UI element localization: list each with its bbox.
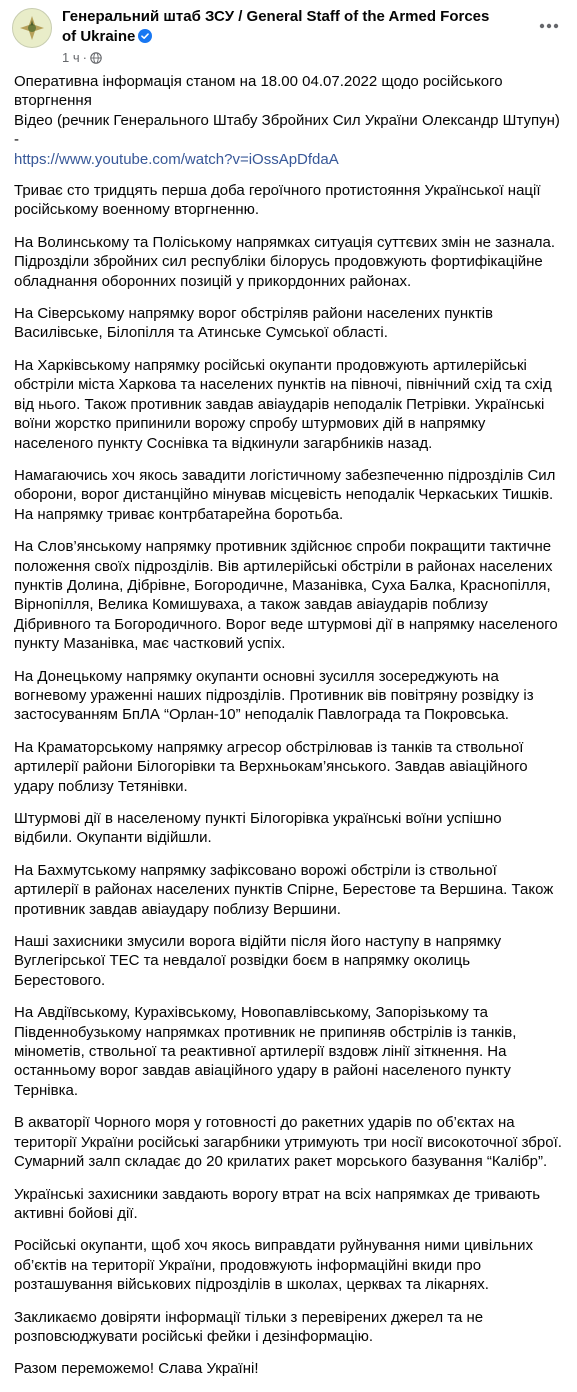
post-paragraph: Закликаємо довіряти інформації тільки з перевірених джерел та не розповсюджувати російські фейки і дезінформацію. <box>14 1308 484 1345</box>
post-paragraph: В акваторії Чорного моря у готовності до ракетних ударів по об’єктах на території України російські загарбники утримують три носії високоточної зброї. Сумарний залп складає до 20 крилатих ракет морського базування “Калібр”. <box>14 1114 562 1171</box>
post-paragraph: Наші захисники змусили ворога відійти після його наступу в напрямку Вуглегірської ТЕС та невдалої розвідки боєм в напрямку околиць Берестового. <box>14 933 502 989</box>
globe-icon <box>90 52 102 64</box>
post-options-button[interactable] <box>535 12 563 40</box>
post-paragraph: Намагаючись хоч якось завадити логістичному забезпеченню підрозділів Сил оборони, ворог дистанційно мінував місцевість неподалік Черкаських Тишків. На напрямку триває контрбатарейна боротьба. <box>14 466 556 523</box>
verified-badge-icon <box>138 29 152 43</box>
page-name-text[interactable]: Генеральний штаб ЗСУ / General Staff of the Armed Forces of Ukraine <box>62 8 490 45</box>
post-paragraph: Російські окупанти, щоб хоч якось виправдати руйнування ними цивільних об’єктів на території України, продовжують інформаційні вкиди про розташування військових підрозділів в школах, церквах та лікарнях. <box>14 1237 533 1294</box>
post-paragraph: На Донецькому напрямку окупанти основні зусилля зосереджують на вогневому ураженні наших підрозділів. Противник вів повітряну розвідку із застосуванням БпЛА “Орлан-10” неподалік Павлограда та Покровська. <box>14 667 534 724</box>
post-paragraph: На Краматорському напрямку агресор обстрілював із танків та ствольної артилерії райони Білогорівки та Верхньокам’янського. Завдав авіаційного удару поблизу Тетянівки. <box>14 738 528 795</box>
post-intro <box>14 72 562 169</box>
post-paragraph: На Авдіївському, Курахівському, Новопавлівському, Запорізькому та Південнобузькому напрямках противник не припиняв обстрілів із танків, мінометів, ствольної та реактивної артилерії вздовж лінії зіткнення. На останньому ворог завдав авіаційного удару в районі населеного пункту Тернівка. <box>14 1004 517 1099</box>
post-paragraph: Разом переможемо! Слава Україні! <box>14 1360 259 1378</box>
video-link[interactable]: https://www.youtube.com/watch?v=iOssApDfdaA <box>14 150 339 168</box>
post-paragraph: На Харківському напрямку російські окупанти продовжують артилерійські обстріли міста Харкова та населених пунктів на півночі, північний схід та схід від нього. Також противник завдав авіаударів неподалік Петрівки. Українські воїни жорстко припинили ворожу спробу штурмових дій в напрямку населеного пункту Соснівка та відкинули загарбників назад. <box>14 356 552 452</box>
post-paragraph: Триває сто тридцять перша доба героїчного протистояння Української нації російському военному вторгненню. <box>14 182 541 219</box>
post-paragraph: На Сіверському напрямку ворог обстріляв райони населених пунктів Василівське, Білопілля та Атинське Сумської області. <box>14 305 494 342</box>
post-header <box>12 6 565 66</box>
more-horizontal-icon <box>539 23 559 29</box>
post-body <box>14 72 562 1392</box>
meta-separator: · <box>82 50 87 65</box>
post-paragraph: На Слов’янському напрямку противник здійснює спроби покращити тактичне положення своїх підрозділів. Вів артилерійські обстріли в районах населених пунктів Долина, Дібрівне, Богородичне, Мазанівка, Суха Балка, Краснопілля, Вірнопілля, Велика Комишуваха, а також завдав авіаударів поблизу Дібривного та Богородичного. Ворог веде штурмові дії в напрямку населеного пункту Мазанівка, має частковий успіх. <box>14 538 558 653</box>
post-paragraph: На Бахмутському напрямку зафіксовано ворожі обстріли із ствольної артилерії в районах населених пунктів Спірне, Берестове та Вершина. Також противник завдав авіаудару поблизу Вершини. <box>14 861 554 918</box>
general-staff-emblem-icon <box>17 13 47 43</box>
page-avatar[interactable] <box>12 8 52 48</box>
post-paragraph: На Волинському та Поліському напрямках ситуація суттєвих змін не зазнала. Підрозділи збройних сил республіки білорусь продовжують фортифікаційне обладнання оборонних позицій у прикордонних районах. <box>14 233 555 290</box>
intro-headline: Оперативна інформація станом на 18.00 04.07.2022 щодо російського вторгнення <box>14 73 503 110</box>
post-meta <box>62 50 102 66</box>
post-paragraph: Штурмові дії в населеному пункті Білогорівка українські воїни успішно відбили. Окупанти відійшли. <box>14 810 502 847</box>
post-timestamp[interactable]: 1 ч <box>62 50 80 65</box>
intro-video-caption: Відео (речник Генерального Штабу Збройних Сил України Олександр Штупун) - <box>14 111 560 149</box>
page-name[interactable] <box>62 7 492 47</box>
post-paragraph: Українські захисники завдають ворогу втрат на всіх напрямках де тривають активні бойові дії. <box>14 1185 541 1222</box>
